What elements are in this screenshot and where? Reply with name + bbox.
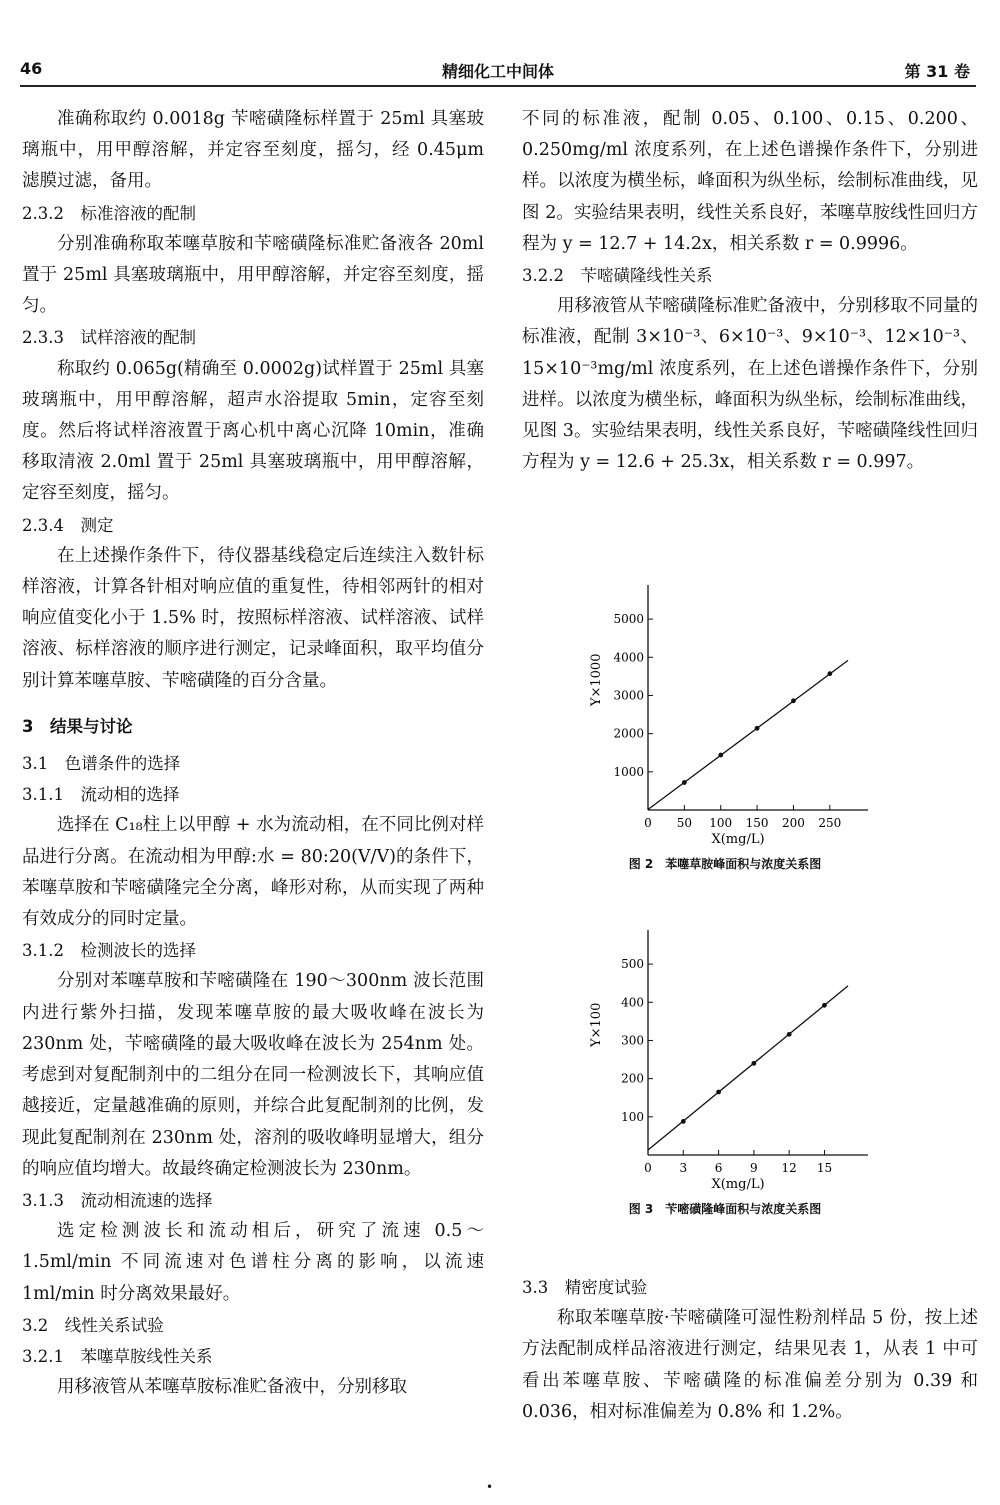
x-axis-label: X(mg/L)	[711, 1177, 765, 1192]
left-column	[22, 104, 484, 1403]
heading-3-3: 3.3 精密度试验	[522, 1278, 648, 1297]
data-point	[787, 1032, 792, 1037]
x-tick-label: 200	[782, 816, 805, 830]
paragraph: 用移液管从苯噻草胺标准贮备液中，分别移取	[57, 1377, 407, 1398]
y-tick-label: 3000	[613, 688, 644, 703]
figure-3-caption: 图 3 苄嘧磺隆峰面积与浓度关系图	[628, 1202, 822, 1216]
header-rule	[20, 85, 976, 87]
y-tick-label: 300	[621, 1033, 644, 1048]
y-tick-label: 4000	[613, 650, 644, 665]
heading-3-1-2: 3.1.2 检测波长的选择	[22, 941, 196, 961]
figure-2-caption: 图 2 苯噻草胺峰面积与浓度关系图	[628, 857, 822, 871]
paragraph: 分别准确称取苯噻草胺和苄嘧磺隆标准贮备液各 20ml 置于 25ml 具塞玻璃瓶中，用甲醇溶解，并定容至刻度，摇匀。	[22, 233, 484, 317]
paragraph: 称取约 0.065g(精确至 0.0002g)试样置于 25ml 具塞玻璃瓶中，用甲醇溶解，超声水浴提取 5min，定容至刻度。然后将试样溶液置于离心机中离心沉降 10min，准确移取清液 2.0ml 置于 25ml 具塞玻璃瓶中，用甲醇溶解，定容至刻度，摇匀。	[22, 358, 484, 504]
heading-3-1-3: 3.1.3 流动相流速的选择	[22, 1190, 213, 1210]
x-axis-label: X(mg/L)	[711, 832, 765, 847]
y-tick-label: 5000	[613, 612, 644, 627]
x-tick-label: 12	[781, 1161, 797, 1175]
paragraph: 分别对苯噻草胺和苄嘧磺隆在 190～300nm 波长范围内进行紫外扫描，发现苯噻草胺的最大吸收峰在波长为 230nm 处，苄嘧磺隆的最大吸收峰在波长为 254nm 处。考虑到对复配制剂中的二组分在同一检测波长下，其响应值越接近，定量越准确的原则，并综合此复配制剂的比例，发现此复配制剂在 230nm 处，溶剂的吸收峰明显增大，组分的响应值均增大。故最终确定检测波长为 230nm。	[22, 971, 484, 1179]
right-column	[522, 104, 978, 478]
heading-2-3-2: 2.3.2 标准溶液的配制	[22, 203, 196, 223]
data-point	[718, 753, 723, 758]
figure-3	[560, 930, 890, 1217]
journal-title: 精细化工中间体	[441, 62, 554, 81]
paragraph: 不同的标准液，配制 0.05、0.100、0.15、0.200、0.250mg/ml 浓度系列，在上述色谱操作条件下，分别进样。以浓度为横坐标，峰面积为纵坐标，绘制标准曲线，见图 2。实验结果表明，线性关系良好，苯噻草胺线性回归方程为 y = 12.7 + 14.2x，相关系数 r = 0.9996。	[522, 109, 978, 254]
heading-3: 3 结果与讨论	[22, 716, 133, 736]
heading-2-3-3: 2.3.3 试样溶液的配制	[22, 328, 196, 348]
y-tick-label: 100	[621, 1109, 644, 1124]
paragraph: 称取苯噻草胺·苄嘧磺隆可湿性粉剂样品 5 份，按上述方法配制成样品溶液进行测定，结果见表 1，从表 1 中可看出苯噻草胺、苄嘧磺隆的标准偏差分别为 0.39 和 0.036，相对标准偏差为 0.8% 和 1.2%。	[522, 1308, 978, 1422]
x-tick-label: 150	[745, 816, 769, 830]
data-point	[716, 1090, 721, 1095]
heading-2-3-4: 2.3.4 测定	[22, 515, 114, 535]
data-point	[822, 1003, 827, 1008]
x-tick-label: 100	[709, 816, 733, 830]
y-axis-label: Y×1000	[589, 653, 604, 707]
fit-line	[648, 986, 848, 1150]
footer-mark: •	[486, 1480, 494, 1494]
x-tick-label: 15	[816, 1161, 833, 1175]
y-axis-label: Y×100	[589, 1002, 604, 1047]
paragraph: 选定检测波长和流动相后，研究了流速 0.5～1.5ml/min 不同流速对色谱柱分离的影响，以流速 1ml/min 时分离效果最好。	[22, 1221, 484, 1304]
data-point	[682, 780, 687, 785]
paragraph: 选择在 C₁₈柱上以甲醇 + 水为流动相，在不同比例对样品进行分离。在流动相为甲醇:水 = 80:20(V/V)的条件下，苯噻草胺和苄嘧磺隆完全分离，峰形对称，从而实现了两种有效成分的同时定量。	[22, 815, 484, 930]
x-tick-label: 250	[818, 816, 842, 830]
data-point	[791, 698, 796, 703]
paragraph: 用移液管从苄嘧磺隆标准贮备液中，分别移取不同量的标准液，配制 3×10⁻³、6×10⁻³、9×10⁻³、12×10⁻³、15×10⁻³mg/ml 浓度系列，在上述色谱操作条件下，分别进样。以浓度为横坐标，峰面积为纵坐标，绘制标准曲线，见图 3。实验结果表明，线性关系良好，苄嘧磺隆线性回归方程为 y = 12.6 + 25.3x，相关系数 r = 0.997。	[522, 296, 978, 473]
running-header	[20, 55, 976, 83]
data-point	[681, 1119, 686, 1124]
x-tick-label: 0	[644, 816, 652, 830]
volume-label: 第 31 卷	[904, 62, 970, 81]
x-tick-label: 9	[750, 1161, 758, 1175]
x-tick-label: 50	[676, 816, 693, 830]
x-tick-label: 3	[679, 1161, 688, 1175]
figure-2-chart	[560, 585, 890, 855]
figure-2	[560, 585, 890, 872]
y-tick-label: 1000	[613, 764, 644, 779]
y-tick-label: 400	[621, 995, 644, 1010]
y-tick-label: 2000	[613, 726, 644, 741]
data-point	[755, 726, 760, 731]
section-3-3	[522, 1272, 978, 1428]
heading-3-2-2: 3.2.2 苄嘧磺隆线性关系	[522, 266, 713, 286]
heading-3-2: 3.2 线性关系试验	[22, 1315, 164, 1335]
heading-3-1: 3.1 色谱条件的选择	[22, 754, 181, 774]
figure-3-chart	[560, 930, 890, 1200]
x-tick-label: 6	[714, 1161, 723, 1175]
y-tick-label: 500	[621, 957, 644, 972]
heading-3-2-1: 3.2.1 苯噻草胺线性关系	[22, 1346, 213, 1366]
y-tick-label: 200	[621, 1071, 644, 1086]
x-tick-label: 0	[644, 1161, 652, 1175]
data-point	[751, 1061, 756, 1066]
heading-3-1-1: 3.1.1 流动相的选择	[22, 785, 180, 805]
page-number: 46	[20, 59, 43, 78]
fit-line	[648, 660, 848, 809]
paragraph: 在上述操作条件下，待仪器基线稳定后连续注入数针标样溶液，计算各针相对响应值的重复性，待相邻两针的相对响应值变化小于 1.5% 时，按照标样溶液、试样溶液、试样溶液、标样溶液的顺序进行测定，记录峰面积，取平均值分别计算苯噻草胺、苄嘧磺隆的百分含量。	[22, 545, 484, 691]
paragraph: 准确称取约 0.0018g 苄嘧磺隆标样置于 25ml 具塞玻璃瓶中，用甲醇溶解，并定容至刻度，摇匀，经 0.45μm 滤膜过滤，备用。	[22, 109, 484, 192]
data-point	[827, 671, 832, 676]
